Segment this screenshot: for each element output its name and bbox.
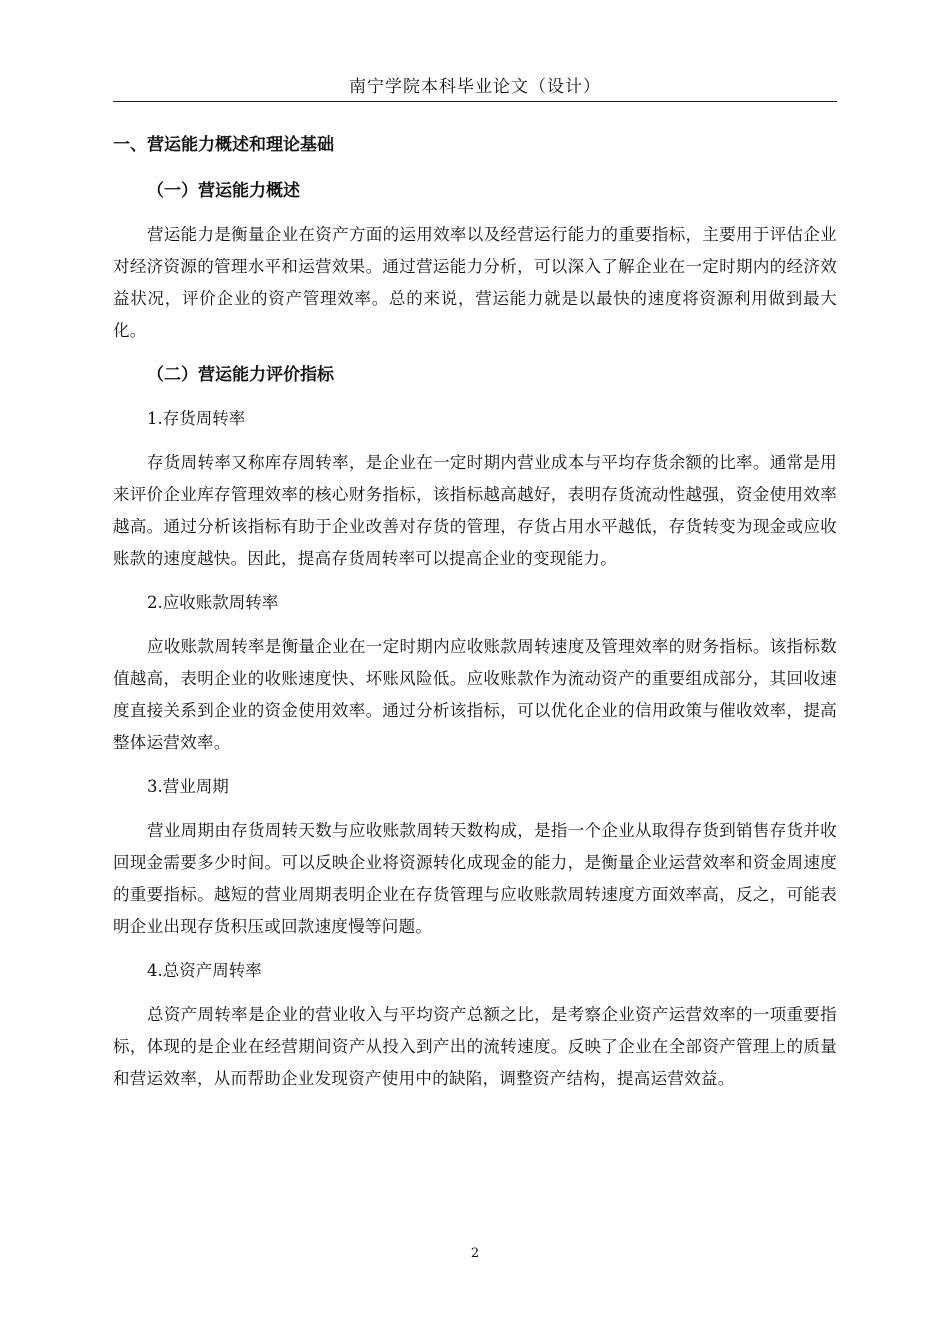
indicator-heading-receivables-turnover: 2.应收账款周转率 <box>147 593 279 612</box>
indicator-heading-total-asset-turnover: 4.总资产周转率 <box>147 961 262 980</box>
indicator-paragraph-receivables-turnover: 应收账款周转率是衡量企业在一定时期内应收账款周转速度及管理效率的财务指标。该指标数值越高，表明企业的收账速度快、坏账风险低。应收账款作为流动资产的重要组成部分，其回收速度直接关系到企业的资金使用效率。通过分析该指标，可以优化企业的信用政策与催收效率，提高整体运营效率。 <box>113 637 837 752</box>
page-number: 2 <box>470 1246 480 1261</box>
subsection-heading-indicators: （二）营运能力评价指标 <box>147 365 334 385</box>
indicator-paragraph-inventory-turnover: 存货周转率又称库存周转率，是企业在一定时期内营业成本与平均存货余额的比率。通常是用来评价企业库存管理效率的核心财务指标，该指标越高越好，表明存货流动性越强，资金使用效率越高。通过分析该指标有助于企业改善对存货的管理，存货占用水平越低，存货转变为现金或应收账款的速度越快。因此，提高存货周转率可以提高企业的变现能力。 <box>113 453 837 568</box>
section-heading: 一、营运能力概述和理论基础 <box>113 135 334 155</box>
subsection-heading-overview: （一）营运能力概述 <box>147 181 300 201</box>
header-divider <box>113 101 837 102</box>
indicator-heading-operating-cycle: 3.营业周期 <box>147 777 229 796</box>
indicator-paragraph-operating-cycle: 营业周期由存货周转天数与应收账款周转天数构成，是指一个企业从取得存货到销售存货并收回现金需要多少时间。可以反映企业将资源转化成现金的能力，是衡量企业运营效率和资金周速度的重要指标。越短的营业周期表明企业在存货管理与应收账款周转速度方面效率高，反之，可能表明企业出现存货积压或回款速度慢等问题。 <box>113 821 837 936</box>
page-header-title: 南宁学院本科毕业论文（设计） <box>349 77 601 97</box>
document-body <box>113 129 837 1107</box>
indicator-paragraph-total-asset-turnover: 总资产周转率是企业的营业收入与平均资产总额之比，是考察企业资产运营效率的一项重要指标，体现的是企业在经营期间资产从投入到产出的流转速度。反映了企业在全部资产管理上的质量和营运效率，从而帮助企业发现资产使用中的缺陷，调整资产结构，提高运营效益。 <box>113 1005 837 1088</box>
indicator-heading-inventory-turnover: 1.存货周转率 <box>147 409 246 428</box>
overview-paragraph: 营运能力是衡量企业在资产方面的运用效率以及经营运行能力的重要指标，主要用于评估企业对经济资源的管理水平和运营效果。通过营运能力分析，可以深入了解企业在一定时期内的经济效益状况，评价企业的资产管理效率。总的来说，营运能力就是以最快的速度将资源利用做到最大化。 <box>113 225 837 340</box>
